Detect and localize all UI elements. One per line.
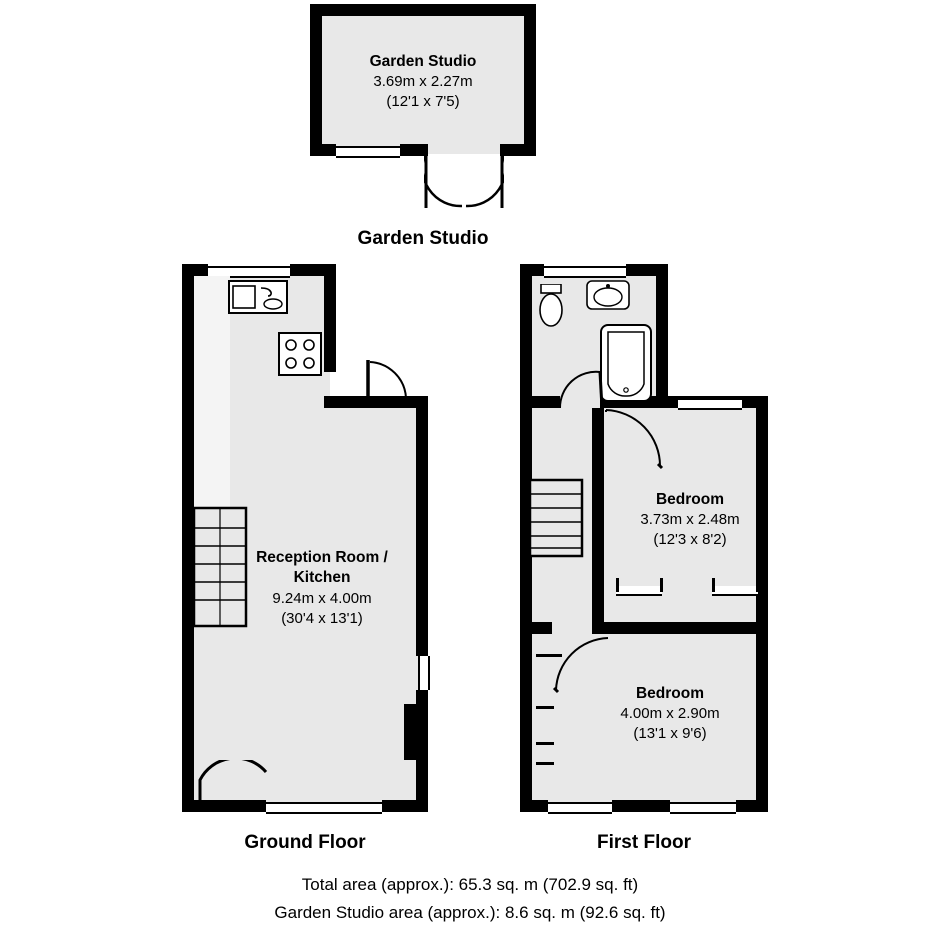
opening-mark-1 (536, 706, 554, 709)
room-label-bedroom-2 (580, 684, 760, 744)
wall-first-bottom-left (520, 800, 548, 812)
door-swing-icon-studio (424, 150, 504, 212)
room-dim-imperial: (12'3 x 8'2) (653, 531, 727, 549)
room-name: Bedroom (635, 685, 705, 702)
room-dim-metric: 3.69m x 2.27m (373, 73, 473, 91)
plan-title-first-floor: First Floor (597, 832, 691, 853)
wall-first-bottom-right (736, 800, 768, 812)
room-name-2: Kitchen (293, 569, 351, 587)
door-swing-icon-bathroom (556, 370, 604, 410)
studio-area-text: Garden Studio area (approx.): 8.6 sq. m (92.6 sq. ft) (274, 903, 666, 922)
bay-curve-ground (196, 760, 268, 804)
wash-basin-icon (586, 280, 630, 310)
opening-mark-3 (536, 762, 554, 765)
wall-first-right (756, 396, 768, 812)
opening-mark-2 (536, 742, 554, 745)
window-icon-first-top (544, 266, 626, 278)
room-dim-metric: 3.73m x 2.48m (640, 511, 740, 529)
window-icon-bedroom1-b (712, 586, 758, 596)
wall-studio-bottom-left (310, 144, 336, 156)
window-icon-first-step (678, 398, 742, 410)
wall-ground-top-left (182, 264, 208, 276)
plan-title-garden-studio: Garden Studio (357, 228, 489, 249)
window-icon-first-bottom-2 (670, 802, 736, 814)
wall-landing-bottom (520, 622, 552, 634)
wall-bedroom-partition (592, 622, 768, 634)
room-name: Bedroom (655, 491, 725, 508)
plan-title-ground-floor: Ground Floor (244, 832, 366, 853)
wall-kitchen-right (324, 264, 336, 372)
window-jamb-4 (756, 578, 759, 592)
kitchen-sink-icon (228, 280, 288, 314)
room-label-reception-kitchen (222, 548, 422, 629)
door-swing-icon-bedroom1 (604, 408, 664, 470)
room-label-garden-studio (318, 52, 528, 112)
window-icon-bedroom1-a (616, 586, 662, 596)
wall-bathroom-right (656, 264, 668, 408)
door-swing-icon-ground-1 (364, 358, 408, 402)
wall-ground-right-b (416, 628, 428, 656)
wall-studio-top (310, 4, 536, 16)
bath-icon (600, 324, 652, 402)
toilet-icon (536, 284, 566, 330)
wall-first-top-left (520, 264, 544, 276)
window-icon-ground-bottom (266, 802, 382, 814)
cooker-hob-icon (278, 332, 322, 376)
room-dim-imperial: (12'1 x 7'5) (386, 93, 460, 111)
room-dim-imperial: (30'4 x 13'1) (281, 609, 363, 627)
window-jamb-1 (616, 578, 619, 592)
wall-bathroom-bottom-left (520, 396, 560, 408)
wall-ground-bottom-right (382, 800, 428, 812)
wall-studio-bottom-right (500, 144, 536, 156)
room-dim-metric: 4.00m x 2.90m (620, 705, 720, 723)
window-icon-first-bottom-1 (548, 802, 612, 814)
room-dim-imperial: (13'1 x 9'6) (633, 725, 707, 743)
total-area-text: Total area (approx.): 65.3 sq. m (702.9 sq. ft) (301, 875, 639, 894)
staircase-icon-first (528, 478, 584, 558)
room-name: Garden Studio (369, 53, 477, 70)
kitchen-units-strip (194, 276, 230, 508)
room-name: Reception Room / (256, 549, 388, 566)
window-icon-ground-right-1 (418, 656, 430, 690)
room-dim-metric: 9.24m x 4.00m (272, 589, 372, 607)
room-label-bedroom-1 (600, 490, 780, 550)
window-jamb-3 (712, 578, 715, 592)
window-jamb-2 (660, 578, 663, 592)
window-icon-studio-bottom (336, 146, 400, 158)
wall-first-bottom-mid (612, 800, 670, 812)
